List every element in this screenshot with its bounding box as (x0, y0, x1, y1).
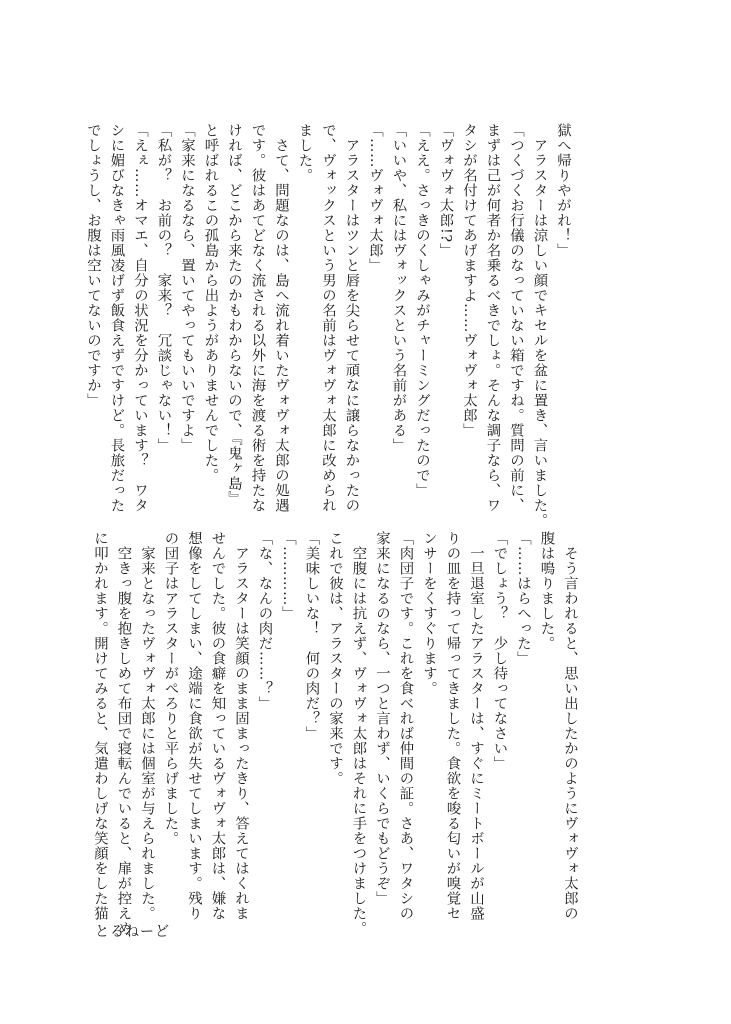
text-line: せんでした。彼の食癖を知っているヴォヴォ太郎は、嫌な (209, 531, 226, 921)
text-line: 「ええ。さっきのくしゃみがチャーミングだったので」 (414, 123, 430, 498)
text-line: 「私が？ お前の？ 家来？ 冗談じゃない！」 (155, 123, 172, 453)
text-line: に叩かれます。開けてみると、気遣わしげな笑顔をした猫 (92, 531, 108, 921)
text-line: 「つくづくお行儀のなっていない箱ですね。質問の前に、 (508, 123, 524, 513)
text-line: と呼ばれるこの孤島から出ようがありませんでした。 (202, 123, 219, 483)
text-line: 「いいや、私にはヴォックスという名前がある」 (390, 123, 407, 453)
text-line: さて、問題なのは、島へ流れ着いたヴォヴォ太郎の処遇 (273, 123, 289, 513)
text-line: りの皿を持って帰ってきました。食欲を唆る匂いが嗅覚セ (444, 531, 461, 921)
text-line: です。彼はあてどなく流される以外に海を渡る術を持たな (249, 123, 266, 513)
text-line: アラスターは笑顔のまま固まったきり、答えてはくれま (233, 531, 249, 921)
text-line: 「……はらへった」 (515, 531, 531, 666)
text-line: まずは己が何者か名乗るべきでしょ。そんな調子なら、ワ (484, 123, 501, 513)
text-line: 空きっ腹を抱きしめて布団で寝転んでいると、扉が控えめ (115, 531, 132, 936)
text-line: で、ヴォックスという男の名前はヴォヴォ太郎に改められ (320, 123, 336, 513)
text-line: 一旦退室したアラスターは、すぐにミートボールが山盛 (468, 531, 484, 921)
author-name: とるねーど (95, 924, 170, 940)
text-line: 「肉団子です。これを食べれば仲間の証。さあ、ワタシの (397, 531, 414, 921)
text-line: 「…………」 (280, 531, 296, 621)
upper-text-block (85, 123, 574, 528)
text-line: 「ヴォヴォ太郎!?」 (437, 123, 454, 258)
text-line: 獄へ帰りやがれ！」 (555, 123, 571, 258)
text-line: 家来になるのなら、一つと言わず、いくらでもどうぞ」 (374, 531, 390, 906)
text-line: ました。 (296, 123, 313, 183)
text-line: これで彼は、アラスターの家来です。 (327, 531, 343, 786)
text-line: タシが名付けてあげますよ……ヴォヴォ太郎」 (461, 123, 477, 438)
text-line: 想像をしてしまい、途端に食欲が失せてしまいます。残り (186, 531, 202, 921)
text-line: そう言われると、思い出したかのようにヴォヴォ太郎の (562, 531, 578, 921)
text-line: 家来となったヴォヴォ太郎には個室が与えられました。 (139, 531, 155, 921)
text-line: の団子はアラスターがぺろりと平らげました。 (162, 531, 179, 846)
text-line: でしょうし、お腹は空いてないのですか」 (85, 123, 101, 408)
text-line: ければ、どこから来たのかもわからないので、『鬼ヶ島』 (226, 123, 242, 506)
text-line: ンサーをくすぐります。 (421, 531, 437, 696)
text-line: 腹は鳴りました。 (538, 531, 555, 651)
text-line: アラスターは涼しい顔でキセルを盆に置き、言いました。 (531, 123, 548, 528)
text-line: 「えぇ……オマエ、自分の状況を分かっています？ ワタ (132, 123, 148, 513)
text-line: 「……ヴォヴォ太郎」 (367, 123, 383, 273)
text-line: 「な、なんの肉だ……？」 (256, 531, 273, 711)
text-line: アラスターはツンと唇を尖らせて頑なに譲らなかったの (343, 123, 360, 513)
text-line: 「美味しいな！ 何の肉だ？」 (303, 531, 320, 741)
text-line: シに媚びなきゃ雨風凌げず飯食えずですけど。長旅だった (108, 123, 125, 513)
text-line: 「家来になるなら、置いてやってもいいですよ」 (179, 123, 195, 453)
text-line: 空腹には抗えず、ヴォヴォ太郎はそれに手をつけました。 (350, 531, 367, 936)
text-line: 「でしょう？ 少し待ってなさい」 (491, 531, 508, 771)
